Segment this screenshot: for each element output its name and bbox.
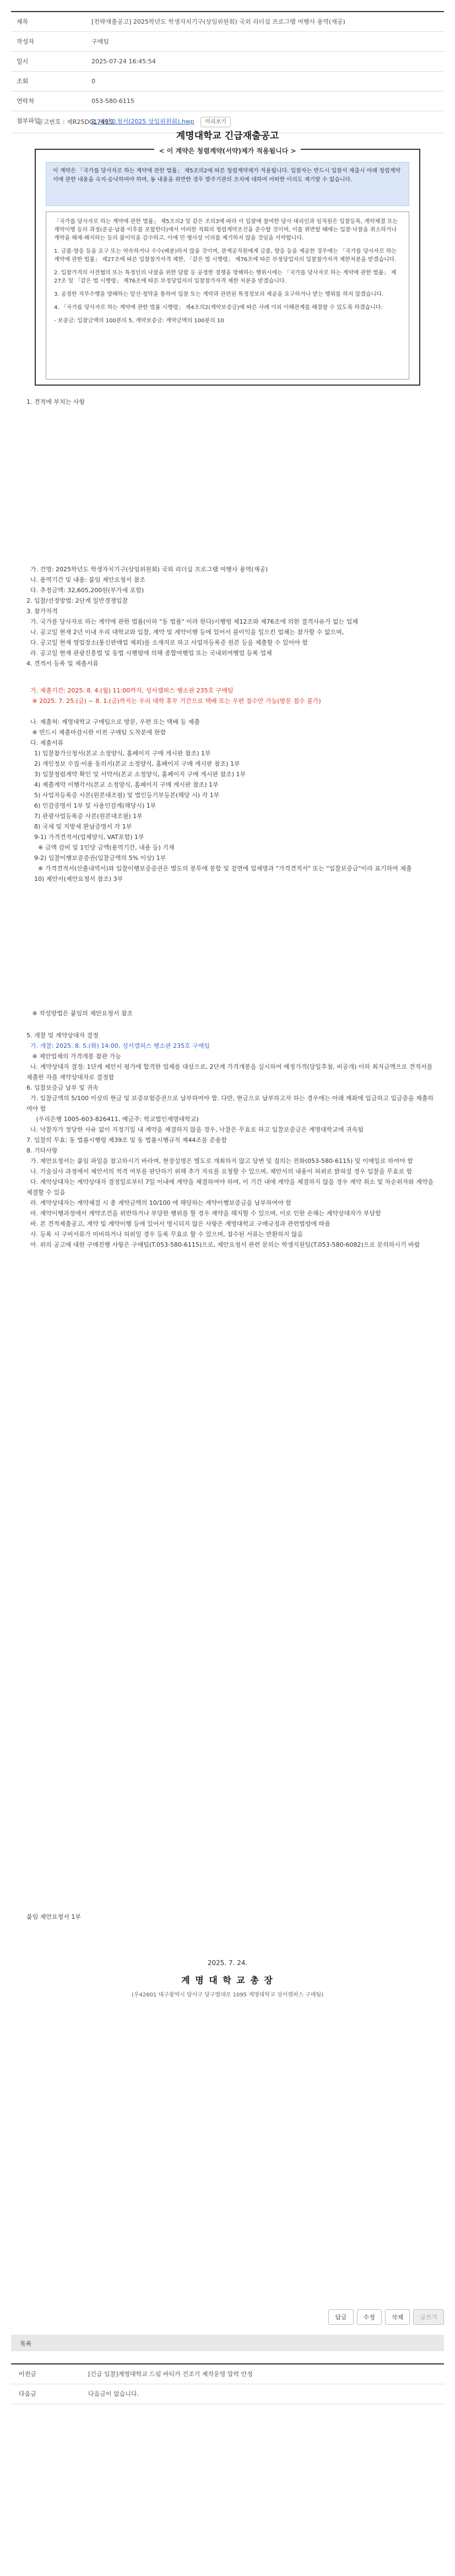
sign-school: 계 명 대 학 교 총 장 — [181, 1975, 274, 1985]
opening-schedule: 가. 개찰: 2025. 8. 5.(화) 14:00, 성서캠퍼스 행소관 235호 구매팀 — [26, 1042, 210, 1049]
preview-button[interactable]: 미리보기 — [201, 117, 231, 127]
meta-row-date — [11, 52, 444, 72]
list-button-label: 목록 — [20, 2340, 32, 2347]
edit-button[interactable]: 수정 — [357, 2309, 382, 2325]
submission-deadline: 가. 제출기간: 2025. 8. 4.(월) 11:00까지, 성서캠퍼스 행소관 235호 구매팀 — [26, 687, 234, 694]
meta-label: 첨부파일 — [17, 117, 40, 125]
meta-label: 제목 — [17, 18, 29, 25]
meta-value-contact: 053-580-6115 — [91, 98, 134, 105]
pledge-paragraph: 2. 입찰가격의 사전협의 또는 특정인의 낙찰을 위한 담합 등 공정한 경쟁을 방해하는 행위시에는 「국가를 당사자로 하는 계약에 관한 법률」 제27조 및 「같은 법 시행령」 제76조에 따른 부정당업자의 입찰참가자격 제한 처분을 받겠습니다. — [54, 270, 397, 284]
attachment-note: 붙임 제안요청서 1부 — [26, 1913, 81, 1920]
section-heading: 1. 견적에 부치는 사항 — [26, 398, 85, 405]
nav-label: 이전글 — [19, 2371, 36, 2378]
section-heading: 5. 개찰 및 계약상대자 결정 — [26, 1032, 99, 1039]
prev-post-link[interactable]: [긴급 입찰]계명대학교 드림 바티카 건조기 제작운영 압력 안정 — [88, 2371, 253, 2378]
meta-label: 작성자 — [17, 38, 34, 45]
meta-label: 일시 — [17, 58, 29, 65]
write-button[interactable]: 글쓰기 — [413, 2309, 444, 2325]
nav-label: 다음글 — [19, 2390, 36, 2398]
next-post-empty: 다음글이 없습니다. — [88, 2390, 139, 2398]
notice-heading: < 이 계약은 청렴계약(서약)제가 적용됩니다 > — [36, 145, 419, 155]
sign-date: 2025. 7. 24. — [207, 1959, 248, 1967]
post-action-bar — [328, 2309, 444, 2325]
meta-row-views — [11, 72, 444, 91]
pledge-paragraph: 1. 금품·향응 등을 요구 또는 약속하거나 수수(배분)하지 않을 것이며, 관계공직원에게 금품, 향응 등을 제공한 경우에는 「국가를 당사자로 하는 계약에 관한 법률」 제27조에 따른 입찰참가자격 제한, 「같은 법 시행령」 제76조에 따른 부정당업자의 입찰참가자격 제한처분을 받겠습니다. — [54, 248, 397, 263]
meta-value-views: 0 — [91, 78, 95, 85]
notice-summary: 이 계약은 「국가를 당사자로 하는 계약에 관한 법률」 제5조의2에 따른 청렴계약제가 적용됩니다. 입찰자는 반드시 입찰서 제출시 아래 청렴계약서에 관한 내용을 숙지·승낙하여야 하며, 동 내용을 위반한 경우 발주기관의 조치에 대하여 어떠한 이의도 제기할 수 없습니다. — [46, 162, 409, 206]
meta-row-author — [11, 32, 444, 52]
meta-row-title — [11, 12, 444, 32]
notice-pledge-text — [46, 212, 409, 380]
pledge-paragraph: 4. 「국가를 당사자로 하는 계약에 관한 법률 시행령」 제4조의2(계약보증금)에 따른 사례 이외 이해관계를 해결할 수 있도록 하겠습니다. — [54, 305, 383, 311]
meta-value-date: 2025-07-24 16:45:54 — [91, 58, 156, 65]
meta-label: 조회 — [17, 78, 29, 85]
sign-address: (우42601 대구광역시 달서구 달구벌대로 1095 계명대학교 성서캠퍼스 구매팀) — [131, 1992, 324, 1998]
document-title: 계명대학교 긴급재출공고 — [176, 131, 279, 142]
list-button[interactable] — [11, 2335, 444, 2351]
post-meta-table — [11, 11, 444, 133]
meta-value-title: [전략재출공고] 2025학년도 학생자치기구(상임위원회) 국외 리더십 프로그램 여행사 용역(재공) — [91, 18, 345, 25]
meta-value-author: 구매팀 — [91, 38, 109, 45]
prev-post-row[interactable] — [11, 2364, 444, 2384]
pledge-paragraph: 「국가를 당사자로 하는 계약에 관한 법률」 제5조의2 및 같은 조의3에 따라 이 입찰에 참여한 당사 대리인과 임직원은 입찰등록, 계약체결 또는 계약이행 등의 과정(준공·납품 이후를 포함한다)에서 어떠한 직회의 청렴계약조건을 준수할 것이며, 이를 위반할 때에는 입찰·낙찰을 취소하거나 계약을 해제·해지하는 등의 불이익을 감수하고, 이에 민·형사상 이의를 제기하지 않을 것임을 서약합니다. — [54, 219, 398, 241]
post-navigation — [11, 2363, 444, 2404]
section-body: 가. 건명: 2025학년도 학생자치기구(상임위원회) 국외 리더십 프로그램 여행사 용역(재공) 나. 용역기간 및 내용: 붙임 제안요청서 참조 다. 추정금액: 32,605,200원(부가세 포함) 2. 입찰/선정방법: 2단계 일반경쟁입찰 3. 참가자격 가. 국가를 당사자로 하는 계약에 관한 법률(이하 "동 법률" 이라 한다)시행령 제12조와 제76조에 의한 결격사유가 없는 업체 나. 공고일 현재 2년 이내 우리 대학교와 입찰, 계약 및 계약이행 등에 있어서 불이익을 일으킨 업체는 참가할 수 없으며, 다. 공고일 현재 영업장소(통신판매업 제외)를 소재지로 하고 사업자등록증 원본 등을 제출할 수 있어야 함 라. 공고일 현재 관광진흥법 및 동법 시행령에 의해 종합여행업 또는 국내외여행업 등록 업체 4. 견적서 등록 및 제출서류 — [26, 566, 358, 667]
integrity-notice-box — [35, 149, 420, 386]
meta-row-contact — [11, 91, 444, 111]
pledge-paragraph: - 보증금: 입찰금액의 100분의 5, 계약보증금: 계약금액의 100분의 10 — [54, 318, 224, 324]
next-post-row — [11, 2384, 444, 2404]
reply-button[interactable]: 답글 — [328, 2309, 353, 2325]
meta-label: 연락처 — [17, 98, 34, 105]
document-number: 공고번호 : 제R25D01749호 — [37, 118, 115, 126]
delete-button[interactable]: 삭제 — [385, 2309, 410, 2325]
section-body: ※ 제안업체의 가격개봉 참관 가능 나. 계약상대자 결정: 1단계 제안서 평가에 합격한 업체를 대상으로, 2단계 가격개봉을 실시하여 예정가격(당일추첨, 비공개) 이하 최저금액으로 견적서를 제출한 자를 계약상대자로 결정함 6. 입찰보증금 납부 및 귀속 가. 입찰금액의 5/100 이상의 현금 및 보증보험증권으로 납부하여야 함. 다만, 현금으로 납부하고자 하는 경우에는 아래 계좌에 입금하고 입금증을 제출하여야 함 (우리은행 1005-603-826411, 예금주: 학교법인계명대학교) 나. 낙찰자가 정당한 사유 없이 지정기일 내 계약을 체결하지 않을 경우, 낙찰은 무효로 하고 입찰보증금은 계명대학교에 귀속됨 7. 입찰의 무효: 동 법률시행령 제39조 및 동 법률시행규칙 제44조를 준용함 8. 기타사항 가. 제안요청서는 붙임 파일을 참고하시기 바라며, 현장설명은 별도로 개최하지 않고 답변 및 질의는 전화(053-580-6115) 및 이메일로 하여야 함 나. 기술심사 과정에서 제안서의 적격 여부를 판단하기 위해 추가 자료를 요청할 수 있으며, 제안서의 내용이 허위로 밝혀질 경우 입찰을 무효로 함 다. 계약상대자는 계약상대자 결정일로부터 7일 이내에 계약을 체결하여야 하며, 이 기간 내에 계약을 체결하지 않을 경우 계약 취소 및 차순위자와 계약을 체결할 수 있음 라. 계약상대자는 계약체결 시 총 계약금액의 10/100 에 해당하는 계약이행보증금을 납부하여야 함 마. 계약이행과정에서 계약조건을 위반하거나 부당한 행위를 할 경우 계약을 해지할 수 있으며, 이로 인한 손해는 계약상대자가 부담함 바. 본 견적제출공고, 계약 및 계약이행 등에 있어서 명시되지 않은 사항은 계명대학교 구매규정과 관련법령에 따름 사. 등록 시 구비서류가 미비하거나 허위일 경우 등록 무효로 할 수 있으며, 접수된 서류는 반환하지 않음 아. 위의 공고에 대한 구매진행 사항은 구매팀(T.053-580-6115)으로, 제안요청서 관련 문의는 학생지원팀(T.053-580-6082)으로 문의하시기 바람 — [26, 1053, 434, 1248]
pledge-paragraph: 3. 공정한 직무수행을 방해하는 알선·청탁을 통하여 입찰 또는 계약과 관련된 특정정보의 제공을 요구하거나 받는 행위를 하지 않겠습니다. — [54, 291, 384, 297]
writing-note: ※ 작성방법은 붙임의 제안요청서 참조 — [26, 1010, 133, 1017]
holiday-notice: ※ 2025. 7. 25.(금) ~ 8. 1.(금)까지는 우리 대학 휴무 기간으로 택배 또는 우편 접수만 가능(방문 접수 불가) — [26, 697, 321, 705]
attachment-link[interactable]: 2. 제안요청서(2025 상임위원회).hwp — [91, 118, 194, 125]
submission-details: 나. 제출처: 계명대학교 구매팀으로 방문, 우편 또는 택배 등 제출 ※ 반드시 제출마감시한 이전 구매팀 도착분에 한함 다. 제출서류 1) 입찰참가신청서(본교 소정양식, 홈페이지 구매 게시판 참조) 1부 2) 개인정보 수집·이용 동의서(본교 소정양식, 홈페이지 구매 게시판 참조) 1부 3) 입찰청렴계약 확인 및 서약서(본교 소정양식, 홈페이지 구매 게시판 참조) 1부 4) 제출계약 이행각서(본교 소정양식, 홈페이지 구매 게시판 참조) 1부 5) 사업자등록증 사본(원본대조필) 및 법인등기부등본(해당 시) 각 1부 6) 인감증명서 1부 및 사용인감계(해당시) 1부 7) 관광사업등록증 사본(원본대조필) 1부 8) 국세 및 지방세 완납증명서 각 1부 9-1) 가격견적서(업체양식, VAT포함) 1부 ※ 금액 감비 및 1인당 금액(용역기간, 내용 등) 기재 9-2) 입찰이행보증증권(입찰금액의 5% 이상) 1부 ※ 가격견적서(산출내역서)와 입찰이행보증증권은 별도의 봉투에 봉합 및 겉면에 업체명과 "가격견적서" 또는 "입찰보증금"이라 표기하여 제출 10) 제안서(제안요청서 참조) 3부 — [30, 718, 412, 883]
